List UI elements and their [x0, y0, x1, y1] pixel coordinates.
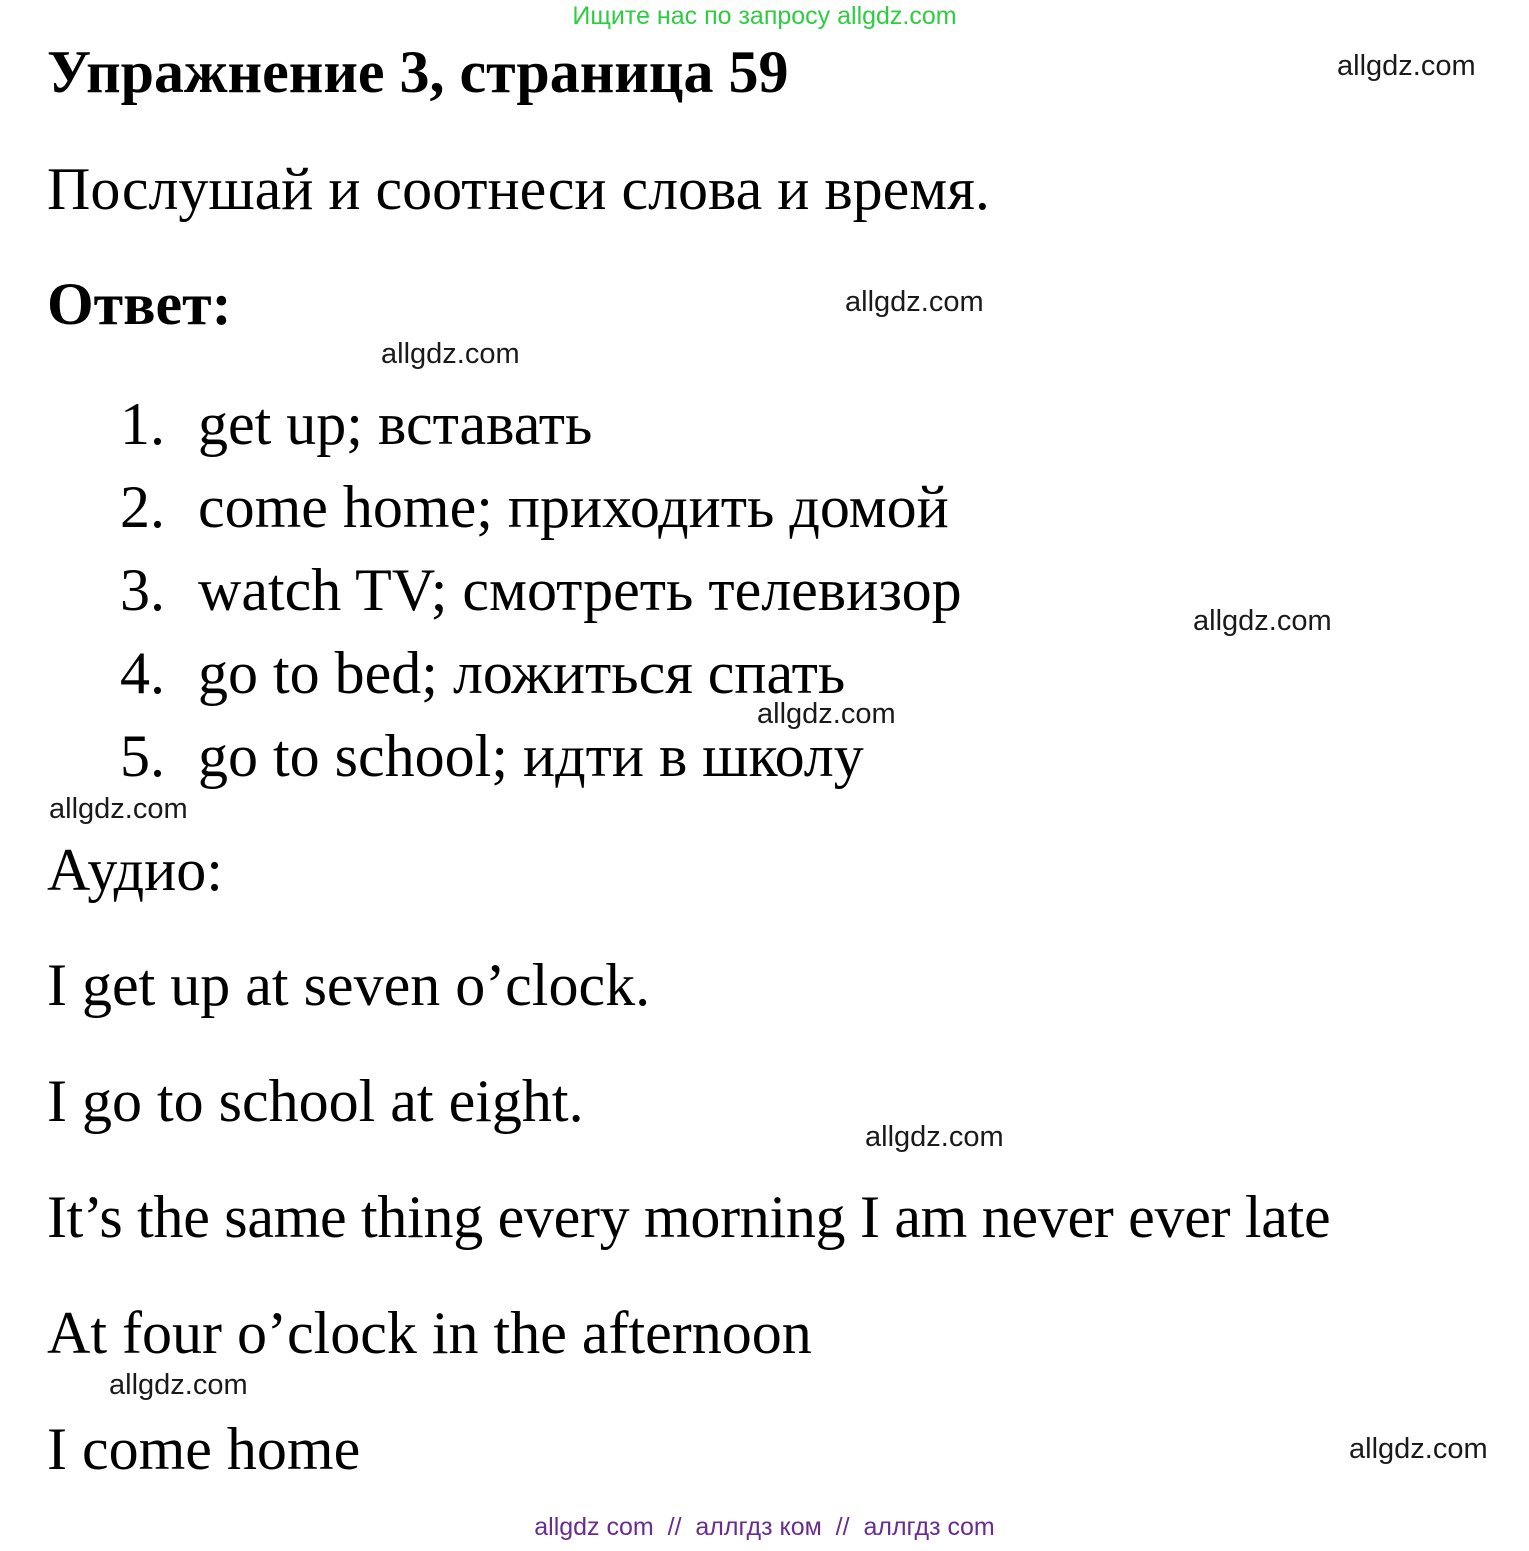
instruction-text: Послушай и соотнеси слова и время. [47, 156, 990, 222]
watermark: allgdz.com [865, 1121, 1004, 1153]
answer-number: 3. [120, 557, 165, 623]
answer-item [120, 556, 962, 625]
answer-text: get up; вставать [198, 391, 593, 457]
answer-number: 4. [120, 640, 165, 706]
watermark: allgdz.com [49, 793, 188, 825]
answer-text: come home; приходить домой [198, 474, 949, 540]
answer-label: Ответ: [47, 271, 232, 337]
audio-line: At four o’clock in the afternoon [47, 1300, 812, 1366]
footer-links: allgdz com // аллгдз ком // аллгдз com [534, 1513, 995, 1541]
answer-item [120, 639, 845, 708]
answer-text: go to bed; ложиться спать [198, 640, 846, 706]
watermark: allgdz.com [757, 698, 896, 730]
answer-item [120, 473, 949, 542]
answer-item [120, 390, 592, 459]
answer-number: 2. [120, 474, 165, 540]
audio-line: I get up at seven o’clock. [47, 952, 651, 1018]
answer-text: go to school; идти в школу [198, 723, 864, 789]
answer-item [120, 722, 864, 791]
audio-line: I come home [47, 1416, 361, 1482]
watermark: allgdz.com [1193, 605, 1332, 637]
watermark: allgdz.com [1337, 50, 1476, 82]
watermark: allgdz.com [1349, 1433, 1488, 1465]
answer-number: 5. [120, 723, 165, 789]
audio-line: I go to school at eight. [47, 1068, 584, 1134]
audio-line: It’s the same thing every morning I am never ever late [47, 1184, 1331, 1250]
watermark: allgdz.com [845, 286, 984, 318]
answer-number: 1. [120, 391, 165, 457]
top-banner: Ищите нас по запросу allgdz.com [572, 2, 957, 30]
watermark: allgdz.com [109, 1369, 248, 1401]
answer-text: watch TV; смотреть телевизор [198, 557, 962, 623]
page-title: Упражнение 3, страница 59 [47, 39, 789, 105]
audio-label: Аудио: [47, 837, 223, 903]
watermark: allgdz.com [381, 338, 520, 370]
